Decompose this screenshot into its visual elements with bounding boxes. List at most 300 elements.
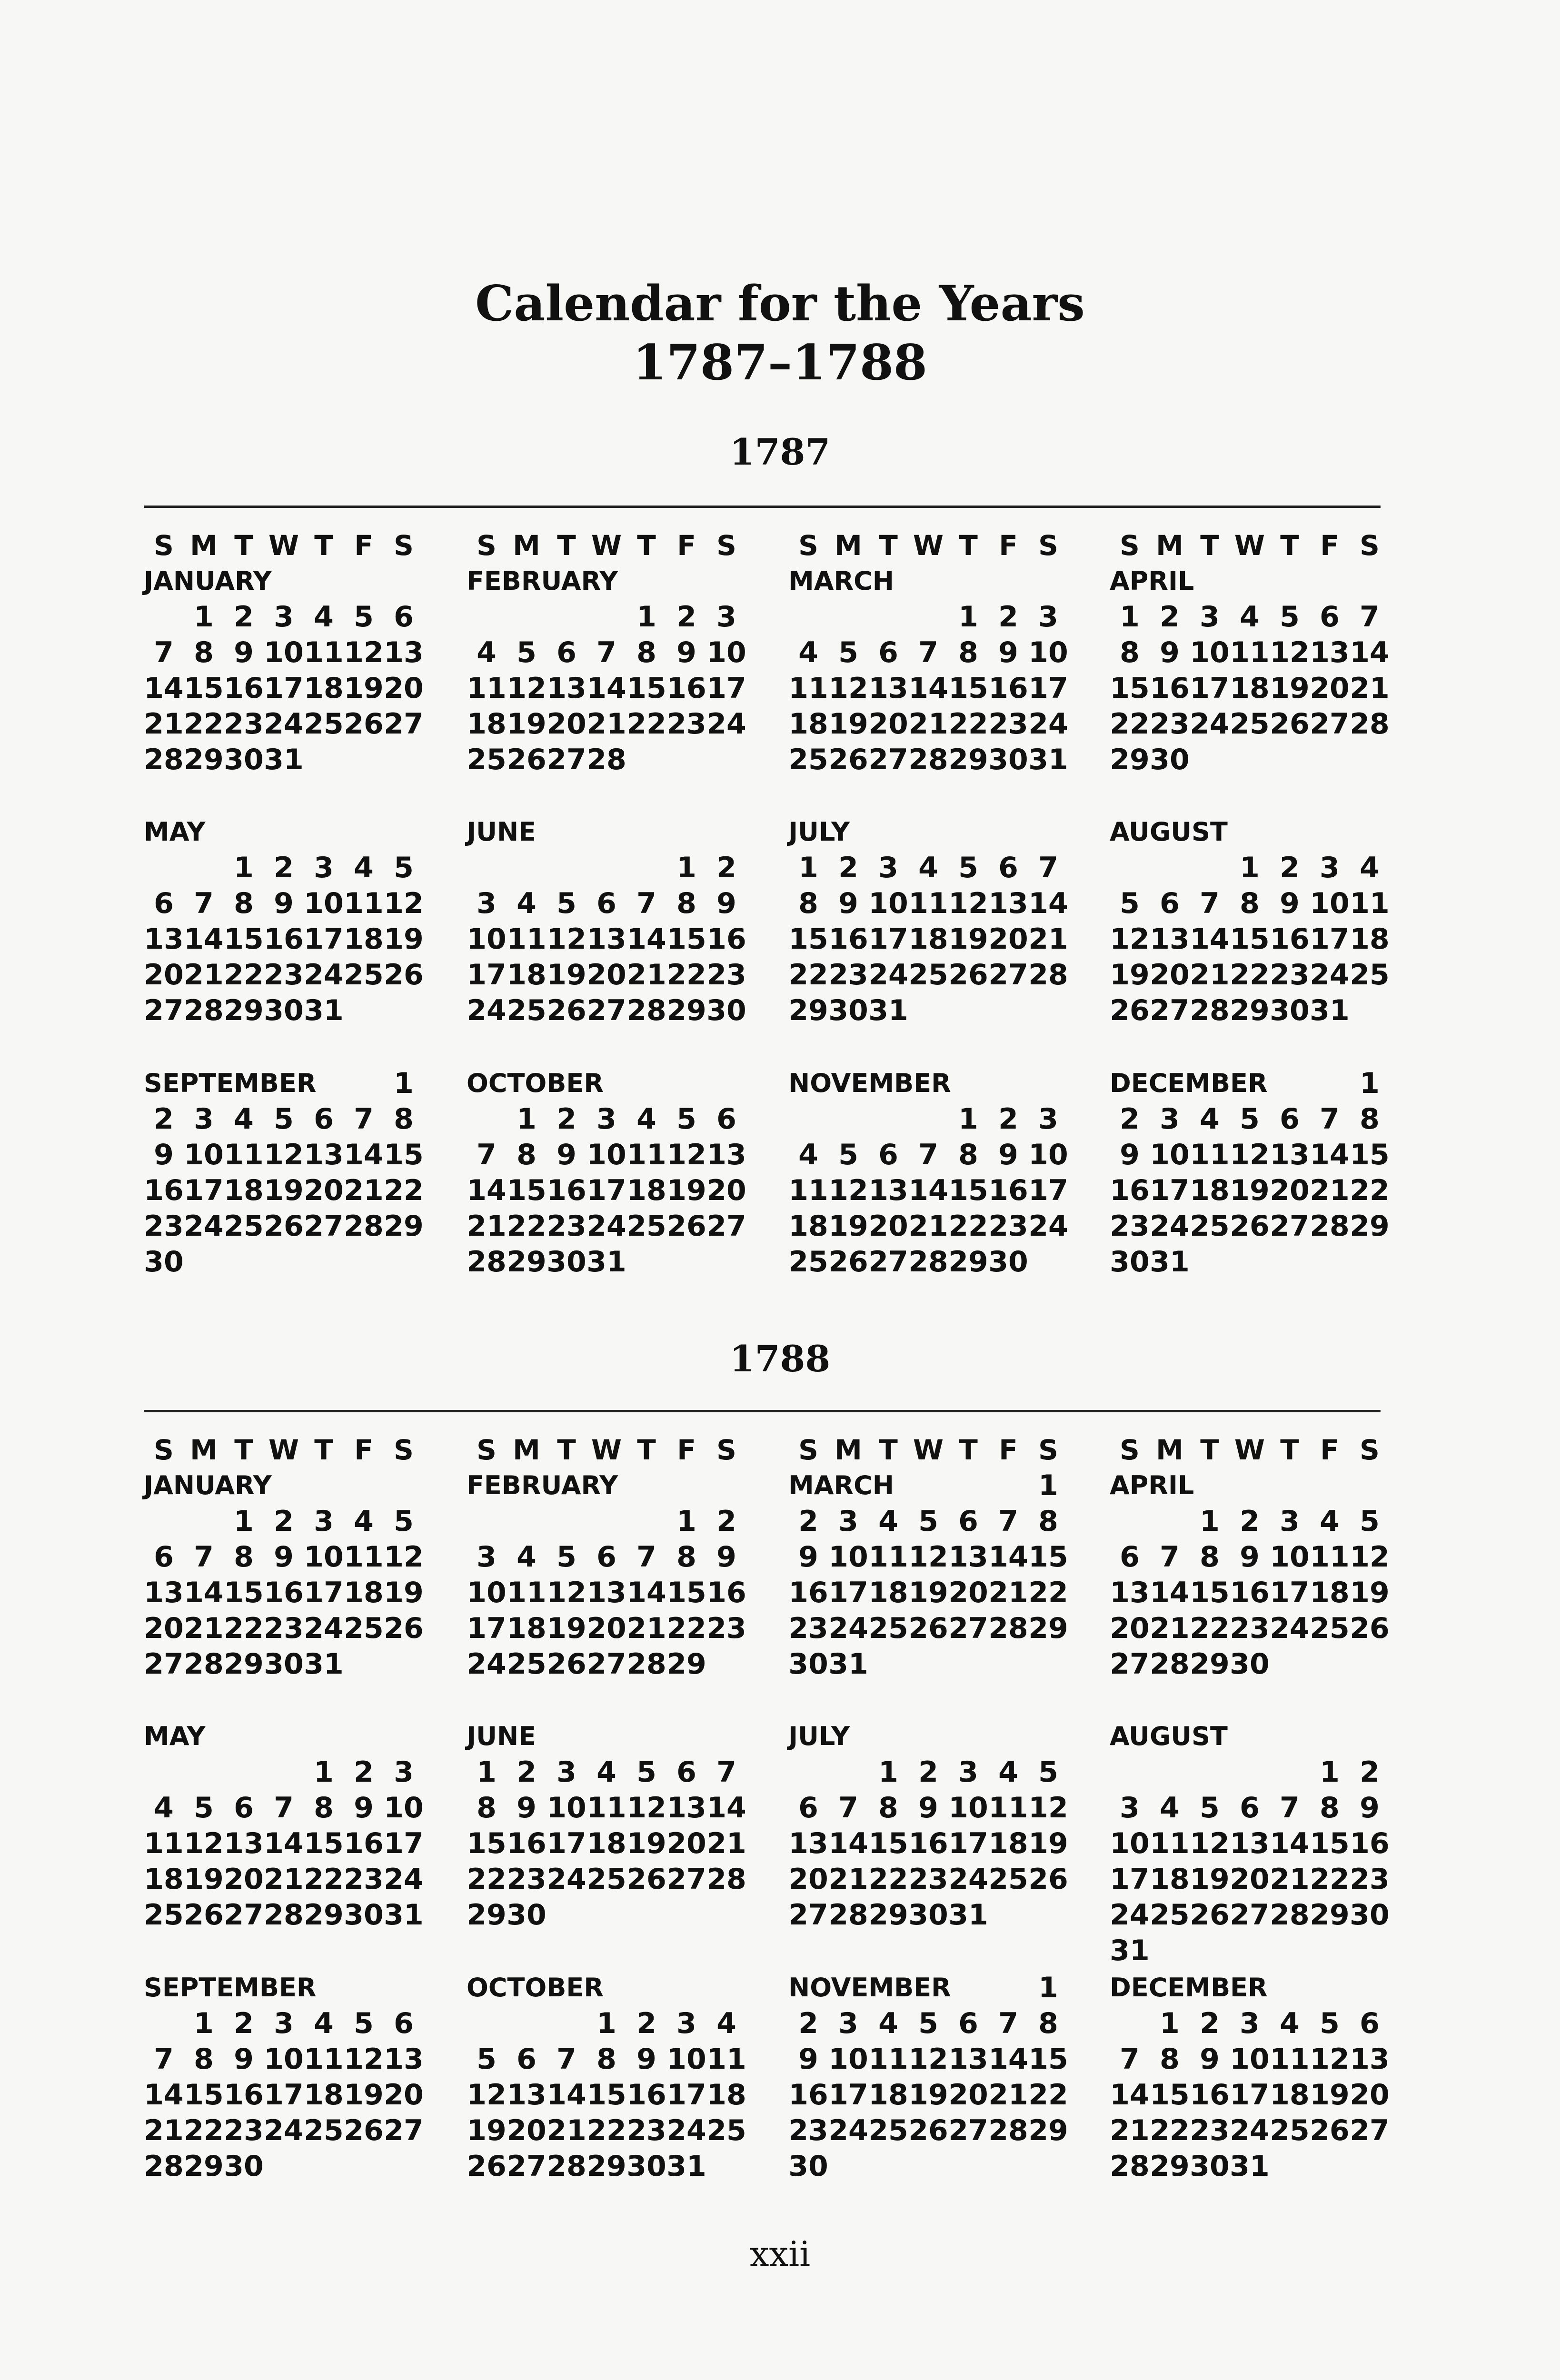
- day-number: 15: [868, 1826, 908, 1860]
- day-number: 17: [1110, 1862, 1150, 1896]
- weekday-label: T: [959, 529, 978, 562]
- day-number: 12: [546, 1576, 586, 1609]
- day-number: 2: [234, 600, 254, 634]
- day-number: 16: [1270, 922, 1310, 956]
- day-number: 2: [1200, 2006, 1220, 2040]
- day-number: 30: [1230, 1647, 1270, 1681]
- day-number: 1: [878, 1755, 898, 1789]
- week-row: [144, 850, 444, 885]
- day-number: 22: [586, 2113, 626, 2147]
- month-block: [144, 1970, 444, 2184]
- day-number: 30: [1110, 1245, 1150, 1279]
- day-number: 13: [144, 1576, 184, 1609]
- day-number: 26: [1190, 1898, 1230, 1932]
- day-number: 27: [384, 707, 424, 741]
- day-number: 8: [1120, 635, 1140, 669]
- day-number: 1: [194, 600, 214, 634]
- weekday-label: M: [190, 1433, 218, 1466]
- month-name: FEBRUARY: [467, 1470, 618, 1500]
- day-number: 20: [788, 1862, 828, 1896]
- day-number: 25: [868, 2113, 908, 2147]
- day-number: 13: [1150, 922, 1190, 956]
- day-number: 8: [477, 1791, 497, 1825]
- day-number: 24: [828, 1611, 868, 1645]
- day-number: 5: [194, 1791, 214, 1825]
- day-number: 27: [1150, 993, 1190, 1027]
- day-number: 24: [264, 707, 304, 741]
- day-number: 7: [1320, 1102, 1340, 1136]
- day-number: 6: [596, 1540, 616, 1574]
- day-number: 28: [988, 2113, 1028, 2147]
- day-number: 24: [304, 1611, 344, 1645]
- day-number: 10: [467, 1576, 507, 1609]
- day-number: 5: [838, 1138, 858, 1171]
- day-number: 22: [184, 2113, 224, 2147]
- day-number: 18: [868, 1576, 908, 1609]
- day-number: 17: [304, 922, 344, 956]
- day-number: 12: [626, 1791, 666, 1825]
- day-number: 29: [948, 743, 988, 776]
- day-number: 11: [706, 2042, 746, 2076]
- day-number: 29: [868, 1898, 908, 1932]
- week-row: [788, 2148, 1088, 2184]
- day-number: 7: [274, 1791, 294, 1825]
- day-number: 4: [1280, 2006, 1300, 2040]
- week-row: [467, 1610, 766, 1646]
- day-number: 2: [274, 851, 294, 884]
- day-number: 27: [666, 1862, 706, 1896]
- day-number: 9: [838, 886, 858, 920]
- day-number: 17: [467, 1611, 507, 1645]
- week-row: [1110, 1790, 1410, 1825]
- day-number: 2: [918, 1755, 938, 1789]
- month-block: [1110, 1718, 1410, 1968]
- week-row: [1110, 1861, 1410, 1897]
- month-name: DECEMBER: [1110, 1973, 1268, 2003]
- week-row: [788, 635, 1088, 670]
- day-number: 3: [274, 600, 294, 634]
- day-number: 24: [184, 1209, 224, 1243]
- week-row: [144, 1897, 444, 1933]
- day-number: 2: [998, 1102, 1018, 1136]
- week-row: [467, 2112, 766, 2148]
- day-number: 17: [264, 671, 304, 705]
- day-number: 13: [144, 922, 184, 956]
- day-number: 18: [908, 922, 948, 956]
- day-number: 25: [467, 743, 507, 776]
- day-number: 25: [788, 1245, 828, 1279]
- day-number: 31: [666, 2149, 706, 2183]
- day-number: 21: [1110, 2113, 1150, 2147]
- week-row: [1110, 635, 1410, 670]
- day-number: 2: [716, 1504, 736, 1538]
- day-number: 13: [586, 922, 626, 956]
- day-number: 20: [706, 1173, 746, 1207]
- day-number: 31: [1028, 743, 1068, 776]
- week-row: [788, 1610, 1088, 1646]
- day-number: 14: [1110, 2078, 1150, 2112]
- day-number: 1: [1200, 1504, 1220, 1538]
- week-row: [788, 1861, 1088, 1897]
- day-number: 19: [948, 922, 988, 956]
- day-number: 20: [988, 922, 1028, 956]
- day-number: 10: [948, 1791, 988, 1825]
- day-number: 19: [1230, 1173, 1270, 1207]
- day-number: 25: [1230, 707, 1270, 741]
- day-number: 29: [384, 1209, 424, 1243]
- day-number: 24: [868, 958, 908, 992]
- divider-rule: [144, 506, 1381, 508]
- day-number: 22: [788, 958, 828, 992]
- week-row: [1110, 2112, 1410, 2148]
- day-number: 5: [556, 886, 576, 920]
- day-number: 18: [144, 1862, 184, 1896]
- day-number: 16: [264, 1576, 304, 1609]
- day-number: 23: [666, 707, 706, 741]
- day-number: 20: [586, 1611, 626, 1645]
- day-number: 11: [467, 671, 507, 705]
- day-number: 19: [546, 958, 586, 992]
- day-number: 11: [868, 2042, 908, 2076]
- day-number: 3: [716, 600, 736, 634]
- day-number: 16: [264, 922, 304, 956]
- day-number: 1: [314, 1755, 334, 1789]
- day-number: 18: [626, 1173, 666, 1207]
- day-number: 24: [948, 1862, 988, 1896]
- day-number: 22: [666, 1611, 706, 1645]
- day-number: 29: [948, 1245, 988, 1279]
- day-number: 23: [706, 1611, 746, 1645]
- day-number: 26: [546, 1647, 586, 1681]
- week-row: [1110, 2005, 1410, 2041]
- week-row: [467, 635, 766, 670]
- day-number: 17: [1270, 1576, 1310, 1609]
- week-row: [144, 2077, 444, 2112]
- day-number: 21: [144, 2113, 184, 2147]
- day-number: 25: [344, 958, 384, 992]
- day-number: 4: [314, 600, 334, 634]
- day-number: 29: [1230, 993, 1270, 1027]
- month-block: [467, 814, 766, 1028]
- week-row: [144, 1861, 444, 1897]
- day-number: 22: [1190, 1611, 1230, 1645]
- day-number: 2: [154, 1102, 174, 1136]
- day-number: 16: [788, 2078, 828, 2112]
- day-number: 13: [868, 1173, 908, 1207]
- day-number: 11: [1310, 1540, 1350, 1574]
- day-number: 23: [264, 958, 304, 992]
- week-row: [144, 1825, 444, 1861]
- week-row: [144, 1646, 444, 1682]
- day-number: 6: [154, 1540, 174, 1574]
- day-number: 20: [1230, 1862, 1270, 1896]
- day-number: 13: [666, 1791, 706, 1825]
- day-number: 12: [908, 1540, 948, 1574]
- day-number: 25: [304, 2113, 344, 2147]
- day-number: 27: [868, 743, 908, 776]
- week-row: [467, 1754, 766, 1790]
- month-name: JULY: [788, 1721, 850, 1751]
- day-number: 29: [1350, 1209, 1390, 1243]
- day-number: 28: [1270, 1898, 1310, 1932]
- day-number: 28: [1310, 1209, 1350, 1243]
- day-number: 14: [988, 1540, 1028, 1574]
- week-row: [467, 2077, 766, 2112]
- day-number: 26: [1270, 707, 1310, 741]
- day-number: 2: [1240, 1504, 1260, 1538]
- day-number: 17: [546, 1826, 586, 1860]
- day-number: 20: [1150, 958, 1190, 992]
- day-number: 9: [1280, 886, 1300, 920]
- day-number: 29: [1150, 2149, 1190, 2183]
- day-number: 28: [626, 993, 666, 1027]
- month-block: [467, 1065, 766, 1279]
- week-row: [1110, 1539, 1410, 1575]
- day-number: 24: [1028, 707, 1068, 741]
- day-number: 16: [706, 922, 746, 956]
- day-number: 21: [908, 1209, 948, 1243]
- day-number: 25: [507, 993, 546, 1027]
- day-number: 13: [868, 671, 908, 705]
- week-row: [1110, 2077, 1410, 2112]
- month-name: OCTOBER: [467, 1973, 604, 2003]
- day-number: 18: [507, 1611, 546, 1645]
- day-number: 1: [1038, 1971, 1058, 2004]
- month-block: [1110, 1065, 1410, 1279]
- day-number: 4: [918, 851, 938, 884]
- day-number: 2: [517, 1755, 537, 1789]
- day-number: 7: [838, 1791, 858, 1825]
- week-row: [1110, 1503, 1410, 1539]
- day-number: 11: [586, 1791, 626, 1825]
- weekday-label: T: [959, 1433, 978, 1466]
- day-number: 8: [958, 635, 978, 669]
- day-number: 14: [626, 1576, 666, 1609]
- day-number: 19: [344, 671, 384, 705]
- day-number: 15: [1150, 2078, 1190, 2112]
- week-row: [1110, 670, 1410, 706]
- day-number: 24: [1230, 2113, 1270, 2147]
- day-number: 10: [586, 1138, 626, 1171]
- weekday-header: [144, 1432, 444, 1468]
- day-number: 30: [344, 1898, 384, 1932]
- weekday-label: T: [234, 529, 253, 562]
- day-number: 4: [798, 635, 818, 669]
- day-number: 16: [988, 1173, 1028, 1207]
- day-number: 21: [546, 2113, 586, 2147]
- month-name: SEPTEMBER: [144, 1973, 317, 2003]
- day-number: 9: [798, 1540, 818, 1574]
- day-number: 30: [546, 1245, 586, 1279]
- day-number: 6: [1360, 2006, 1380, 2040]
- weekday-label: S: [1360, 529, 1380, 562]
- day-number: 20: [666, 1826, 706, 1860]
- day-number: 27: [706, 1209, 746, 1243]
- day-number: 7: [1280, 1791, 1300, 1825]
- day-number: 15: [224, 922, 264, 956]
- day-number: 20: [948, 2078, 988, 2112]
- day-number: 20: [224, 1862, 264, 1896]
- month-name: JUNE: [467, 1721, 537, 1751]
- day-number: 17: [1150, 1173, 1190, 1207]
- day-number: 13: [304, 1138, 344, 1171]
- day-number: 26: [264, 1209, 304, 1243]
- month-name: MAY: [144, 1721, 206, 1751]
- day-number: 15: [304, 1826, 344, 1860]
- day-number: 20: [948, 1576, 988, 1609]
- day-number: 16: [666, 671, 706, 705]
- day-number: 14: [144, 2078, 184, 2112]
- day-number: 25: [586, 1862, 626, 1896]
- weekday-label: S: [394, 529, 414, 562]
- day-number: 14: [908, 671, 948, 705]
- week-row: [144, 706, 444, 742]
- week-row: [788, 1897, 1088, 1933]
- day-number: 1: [798, 851, 818, 884]
- day-number: 9: [274, 1540, 294, 1574]
- day-number: 17: [1310, 922, 1350, 956]
- day-number: 23: [1150, 707, 1190, 741]
- day-number: 28: [828, 1898, 868, 1932]
- day-number: 27: [507, 2149, 546, 2183]
- day-number: 6: [676, 1755, 696, 1789]
- day-number: 29: [224, 1647, 264, 1681]
- day-number: 15: [1110, 671, 1150, 705]
- week-row: [1110, 1897, 1410, 1933]
- day-number: 12: [1270, 635, 1310, 669]
- day-number: 20: [586, 958, 626, 992]
- day-number: 8: [234, 886, 254, 920]
- week-row: [1110, 1610, 1410, 1646]
- day-number: 28: [626, 1647, 666, 1681]
- week-row: [467, 1897, 766, 1933]
- day-number: 5: [676, 1102, 696, 1136]
- week-row: [788, 1825, 1088, 1861]
- day-number: 26: [507, 743, 546, 776]
- day-number: 9: [1120, 1138, 1140, 1171]
- weekday-label: S: [394, 1433, 414, 1466]
- day-number: 18: [1230, 671, 1270, 705]
- weekday-label: T: [234, 1433, 253, 1466]
- day-number: 21: [586, 707, 626, 741]
- month-name: APRIL: [1110, 1470, 1194, 1500]
- week-row: [1110, 706, 1410, 742]
- day-number: 6: [878, 1138, 898, 1171]
- day-number: 10: [868, 886, 908, 920]
- day-number: 11: [1270, 2042, 1310, 2076]
- day-number: 11: [507, 1576, 546, 1609]
- day-number: 20: [144, 958, 184, 992]
- day-number: 4: [234, 1102, 254, 1136]
- day-number: 21: [1350, 671, 1390, 705]
- day-number: 27: [1270, 1209, 1310, 1243]
- month-name: MARCH: [788, 566, 894, 596]
- week-row: [467, 1646, 766, 1682]
- day-number: 24: [1110, 1898, 1150, 1932]
- day-number: 6: [556, 635, 576, 669]
- day-number: 16: [1150, 671, 1190, 705]
- day-number: 30: [1270, 993, 1310, 1027]
- day-number: 24: [1150, 1209, 1190, 1243]
- weekday-label: S: [154, 529, 174, 562]
- day-number: 9: [1240, 1540, 1260, 1574]
- week-row: [467, 1539, 766, 1575]
- day-number: 26: [626, 1862, 666, 1896]
- week-row: [144, 957, 444, 992]
- day-number: 23: [706, 958, 746, 992]
- day-number: 15: [467, 1826, 507, 1860]
- day-number: 12: [1110, 922, 1150, 956]
- day-number: 28: [908, 743, 948, 776]
- day-number: 19: [626, 1826, 666, 1860]
- day-number: 2: [234, 2006, 254, 2040]
- weekday-label: T: [314, 1433, 333, 1466]
- week-row: [144, 885, 444, 921]
- day-number: 4: [1240, 600, 1260, 634]
- day-number: 10: [467, 922, 507, 956]
- day-number: 26: [828, 743, 868, 776]
- day-number: 30: [908, 1898, 948, 1932]
- day-number: 5: [636, 1755, 656, 1789]
- day-number: 18: [706, 2078, 746, 2112]
- day-number: 16: [1190, 2078, 1230, 2112]
- day-number: 19: [1110, 958, 1150, 992]
- day-number: 5: [354, 600, 374, 634]
- week-row: [467, 706, 766, 742]
- week-row: [144, 1539, 444, 1575]
- day-number: 15: [948, 671, 988, 705]
- weekday-header: [467, 1432, 766, 1468]
- day-number: 10: [706, 635, 746, 669]
- day-number: 24: [586, 1209, 626, 1243]
- day-number: 22: [507, 1209, 546, 1243]
- day-number: 5: [1200, 1791, 1220, 1825]
- day-number: 1: [1240, 851, 1260, 884]
- day-number: 21: [1190, 958, 1230, 992]
- day-number: 15: [948, 1173, 988, 1207]
- week-row: [144, 992, 444, 1028]
- day-number: 16: [224, 671, 264, 705]
- week-row: [788, 1172, 1088, 1208]
- day-number: 19: [1028, 1826, 1068, 1860]
- day-number: 29: [1110, 743, 1150, 776]
- day-number: 19: [1310, 2078, 1350, 2112]
- day-number: 6: [1120, 1540, 1140, 1574]
- month-block: [1110, 814, 1410, 1028]
- weekday-label: S: [154, 1433, 174, 1466]
- day-number: 26: [344, 2113, 384, 2147]
- day-number: 31: [1230, 2149, 1270, 2183]
- day-number: 9: [798, 2042, 818, 2076]
- page-title: Calendar for the Years: [475, 275, 1085, 332]
- month-name: JANUARY: [144, 566, 272, 596]
- weekday-label: S: [477, 529, 497, 562]
- day-number: 5: [274, 1102, 294, 1136]
- day-number: 8: [194, 2042, 214, 2076]
- week-row: [1110, 1101, 1410, 1137]
- day-number: 31: [868, 993, 908, 1027]
- day-number: 30: [1150, 743, 1190, 776]
- week-row: [788, 1646, 1088, 1682]
- day-number: 1: [394, 1066, 414, 1100]
- day-number: 2: [998, 600, 1018, 634]
- week-row: [1110, 1754, 1410, 1790]
- week-row: [467, 1790, 766, 1825]
- day-number: 20: [507, 2113, 546, 2147]
- day-number: 13: [988, 886, 1028, 920]
- week-row: [788, 921, 1088, 957]
- day-number: 15: [1350, 1138, 1390, 1171]
